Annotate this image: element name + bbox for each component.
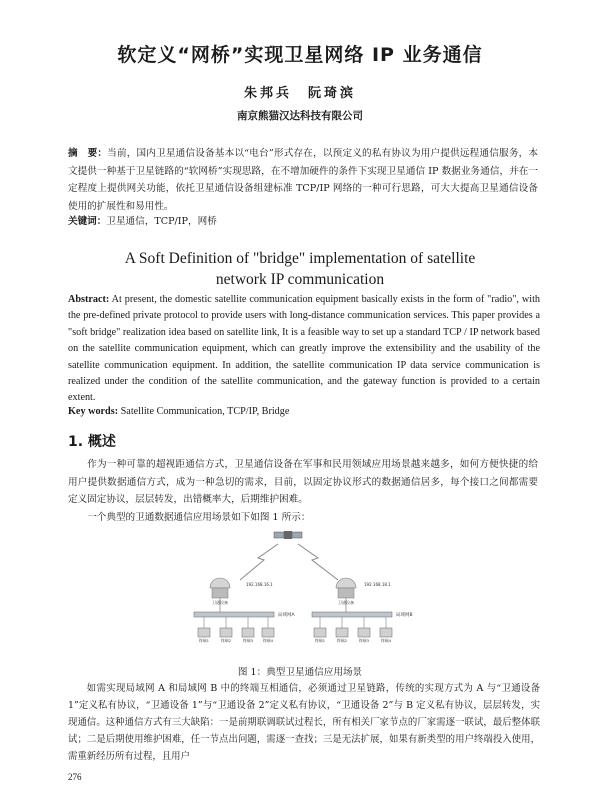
svg-text:终端2: 终端2 — [337, 638, 348, 643]
svg-text:终端4: 终端4 — [263, 638, 274, 643]
satellite-link-right — [298, 544, 338, 580]
abstract-cn-label: 摘 要： — [68, 148, 108, 159]
switch-a — [194, 612, 274, 617]
device-b-ip: 192.168.18.1 — [364, 582, 391, 587]
terminals-b — [314, 617, 392, 637]
paragraph: 如需实现局域网 A 和局域网 B 中的终端互相通信，必须通过卫星链路，传统的实现方式为 A 与“卫通设备 1”定义私有协议，“卫通设备 1”与“卫通设备 2”定义私有协议，“卫通设备 2”与 B 定义私有协议，层层转发，实现通信。这种通信方式有三大缺陷：一是前期联调联试过程长，所有相关厂家节点的厂家需逐一联试，最后整体联试；二是后期使用维护困难，任一节点出问题，需逐一查找；三是无法扩展，如果有新类型的用户终端投入使用，需重新经历所有过程，且用户 — [68, 683, 540, 762]
keywords-cn-label: 关键词： — [68, 216, 107, 227]
paper-title-cn: 软定义“网桥”实现卫星网络 IP 业务通信 — [117, 44, 483, 66]
svg-text:终端3: 终端3 — [359, 638, 370, 643]
abstract-cn — [68, 145, 538, 215]
satellite-icon — [274, 531, 302, 539]
paper-title-en: A Soft Definition of "bridge" implementation of satellite network IP communication — [124, 250, 476, 288]
terminal-labels — [199, 638, 392, 643]
lan-a-label: 局域网A — [278, 613, 295, 618]
keywords-en-text: Satellite Communication, TCP/IP, Bridge — [120, 406, 290, 417]
abstract-en-text: At present, the domestic satellite communication equipment basically exists in the form of "radio", with the pre-defined private protocol to provide users with long-distance communication services. This paper provides a "soft bridge" realization idea based on satellite link, It is a feasible way to set up a standard TCP / IP network based on the satellite communication equipment, which can greatly improve the extensibility and the usability of the satellite communication equipment. In addition, the satellite communication IP data service communication is realized under the condition of the satellite communication, and the gateway function is provided to a certain extent. — [68, 294, 540, 404]
figure-network-diagram — [188, 528, 420, 662]
section-heading: 1. 概述 — [68, 434, 116, 450]
switch-b — [312, 612, 392, 617]
device-a-ip: 192.168.16.1 — [246, 582, 273, 587]
terminals-a — [198, 617, 274, 637]
svg-text:终端1: 终端1 — [199, 638, 210, 643]
keywords-cn — [68, 215, 538, 229]
authors: 朱邦兵 阮琦滨 — [243, 86, 356, 101]
page-number: 276 — [68, 772, 82, 782]
svg-text:终端1: 终端1 — [315, 638, 326, 643]
paragraph: 一个典型的卫通数据通信应用场景如下如图 1 所示： — [87, 511, 311, 523]
keywords-cn-text: 卫星通信，TCP/IP，网桥 — [106, 216, 217, 227]
abstract-en-label: Abstract: — [68, 294, 110, 305]
satellite-device-b — [336, 578, 391, 605]
section-body-continued — [68, 680, 540, 765]
satellite-link-left — [240, 544, 278, 580]
keywords-en-label: Key words: — [68, 406, 119, 417]
figure-caption: 图 1：典型卫星通信应用场景 — [237, 667, 363, 678]
abstract-en — [68, 292, 540, 407]
device-b-label: 卫通设备 — [338, 600, 354, 605]
abstract-cn-text: 当前，国内卫星通信设备基本以“电台”形式存在，以预定义的私有协议为用户提供远程通信服务，本文提供一种基于卫星链路的“软网桥”实现思路，在不增加硬件的条件下实现卫星通信 IP 数据业务通信，并在一定程度上提供网关功能，依托卫星通信设备组建标准 TCP/IP 网络的一种可行思路，可大大提高卫星通信设备使用的扩展性和易用性。 — [68, 148, 539, 212]
affiliation: 南京熊猫汉达科技有限公司 — [237, 110, 363, 122]
paragraph: 作为一种可靠的超视距通信方式，卫星通信设备在军事和民用领域应用场景越来越多，如何方便快捷的给用户提供数据通信方式，成为一种急切的需求，目前，以固定协议形式的数据通信居多，每个接口之间都需要定义固定协议，层层转发，出错概率大，后期维护困难。 — [68, 459, 538, 505]
svg-text:终端4: 终端4 — [381, 638, 392, 643]
lan-b-label: 局域网B — [396, 613, 413, 618]
device-a-label: 卫通设备 — [212, 600, 228, 605]
satellite-device-a — [210, 578, 273, 605]
svg-text:终端2: 终端2 — [221, 638, 232, 643]
svg-text:终端3: 终端3 — [243, 638, 254, 643]
keywords-en — [68, 405, 540, 419]
section-body — [68, 456, 538, 526]
